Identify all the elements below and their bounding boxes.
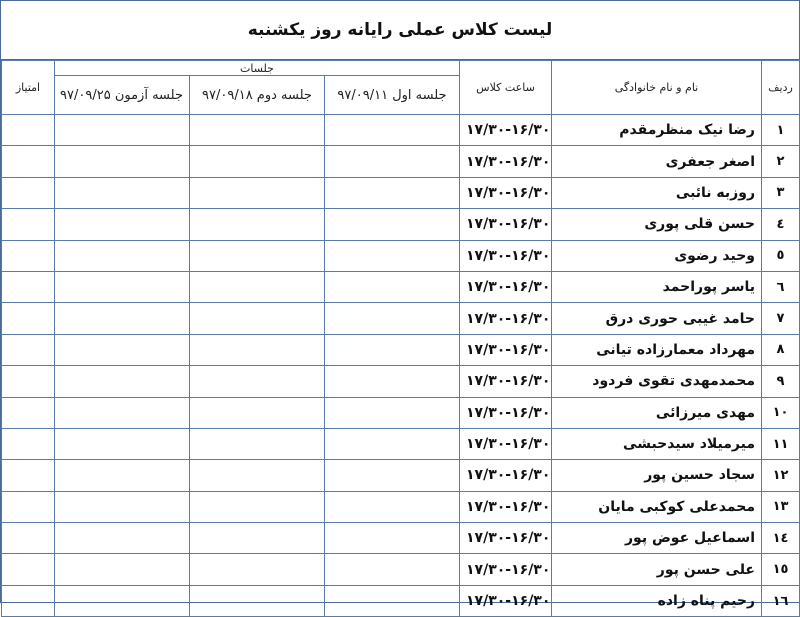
table-row bbox=[2, 303, 800, 334]
table-row bbox=[2, 428, 800, 459]
row-number-cell: ۱۱ bbox=[762, 428, 800, 459]
session-1-cell[interactable] bbox=[325, 240, 460, 271]
session-2-cell[interactable] bbox=[190, 366, 325, 397]
session-1-cell[interactable] bbox=[325, 303, 460, 334]
col-header-session-1: جلسه اول ۹۷/۰۹/۱۱ bbox=[325, 76, 460, 115]
table-row bbox=[2, 523, 800, 554]
score-cell[interactable] bbox=[2, 366, 55, 397]
class-time-cell: ۱۷/۳۰-۱۶/۳۰ bbox=[460, 271, 552, 302]
session-3-cell[interactable] bbox=[55, 334, 190, 365]
student-name-cell: یاسر پوراحمد bbox=[552, 271, 762, 302]
session-2-cell[interactable] bbox=[190, 334, 325, 365]
sheet-title: لیست کلاس عملی رایانه روز یکشنبه bbox=[1, 1, 799, 60]
class-time-cell: ۱۷/۳۰-۱۶/۳۰ bbox=[460, 491, 552, 522]
table-row bbox=[2, 585, 800, 616]
class-time-cell: ۱۷/۳۰-۱۶/۳۰ bbox=[460, 303, 552, 334]
score-cell[interactable] bbox=[2, 303, 55, 334]
student-name-cell: رضا نیک منظرمقدم bbox=[552, 115, 762, 146]
table-row bbox=[2, 146, 800, 177]
table-row bbox=[2, 491, 800, 522]
student-name-cell: محمدمهدی تقوی فردود bbox=[552, 366, 762, 397]
row-number-cell: ٤ bbox=[762, 209, 800, 240]
session-1-cell[interactable] bbox=[325, 146, 460, 177]
class-time-cell: ۱۷/۳۰-۱۶/۳۰ bbox=[460, 460, 552, 491]
row-number-cell: ۱۰ bbox=[762, 397, 800, 428]
row-number-cell: ۸ bbox=[762, 334, 800, 365]
session-3-cell[interactable] bbox=[55, 115, 190, 146]
student-name-cell: رحیم پناه زاده bbox=[552, 585, 762, 616]
table-row bbox=[2, 271, 800, 302]
score-cell[interactable] bbox=[2, 397, 55, 428]
session-3-cell[interactable] bbox=[55, 366, 190, 397]
col-header-name: نام و نام خانوادگی bbox=[552, 61, 762, 115]
col-header-score: امتیاز bbox=[2, 61, 55, 115]
session-1-cell[interactable] bbox=[325, 397, 460, 428]
col-header-time: ساعت کلاس bbox=[460, 61, 552, 115]
session-3-cell[interactable] bbox=[55, 460, 190, 491]
score-cell[interactable] bbox=[2, 240, 55, 271]
table-row bbox=[2, 209, 800, 240]
session-3-cell[interactable] bbox=[55, 303, 190, 334]
student-name-cell: میرمیلاد سیدحبشی bbox=[552, 428, 762, 459]
session-3-cell[interactable] bbox=[55, 491, 190, 522]
row-number-cell: ١٥ bbox=[762, 554, 800, 585]
score-cell[interactable] bbox=[2, 115, 55, 146]
session-2-cell[interactable] bbox=[190, 460, 325, 491]
score-cell[interactable] bbox=[2, 209, 55, 240]
score-cell[interactable] bbox=[2, 523, 55, 554]
student-name-cell: روزبه نائبی bbox=[552, 177, 762, 208]
session-3-cell[interactable] bbox=[55, 523, 190, 554]
class-time-cell: ۱۷/۳۰-۱۶/۳۰ bbox=[460, 209, 552, 240]
col-header-row-number: ردیف bbox=[762, 61, 800, 115]
session-1-cell[interactable] bbox=[325, 460, 460, 491]
student-name-cell: مهدی میرزائی bbox=[552, 397, 762, 428]
session-1-cell[interactable] bbox=[325, 523, 460, 554]
col-header-sessions: جلسات bbox=[55, 61, 460, 76]
session-1-cell[interactable] bbox=[325, 209, 460, 240]
row-number-cell: ١٦ bbox=[762, 585, 800, 616]
row-number-cell: ۱۲ bbox=[762, 460, 800, 491]
student-name-cell: اصغر جعفری bbox=[552, 146, 762, 177]
score-cell[interactable] bbox=[2, 585, 55, 616]
session-2-cell[interactable] bbox=[190, 554, 325, 585]
session-1-cell[interactable] bbox=[325, 115, 460, 146]
col-header-session-3: جلسه آزمون ۹۷/۰۹/۲۵ bbox=[55, 76, 190, 115]
row-number-cell: ۷ bbox=[762, 303, 800, 334]
session-1-cell[interactable] bbox=[325, 491, 460, 522]
class-time-cell: ۱۷/۳۰-۱۶/۳۰ bbox=[460, 146, 552, 177]
student-name-cell: حسن قلی پوری bbox=[552, 209, 762, 240]
table-row bbox=[2, 460, 800, 491]
session-2-cell[interactable] bbox=[190, 240, 325, 271]
table-row bbox=[2, 366, 800, 397]
class-time-cell: ۱۷/۳۰-۱۶/۳۰ bbox=[460, 115, 552, 146]
class-time-cell: ۱۷/۳۰-۱۶/۳۰ bbox=[460, 585, 552, 616]
session-3-cell[interactable] bbox=[55, 554, 190, 585]
row-number-cell: ۲ bbox=[762, 146, 800, 177]
session-2-cell[interactable] bbox=[190, 271, 325, 302]
row-number-cell: ۱ bbox=[762, 115, 800, 146]
class-time-cell: ۱۷/۳۰-۱۶/۳۰ bbox=[460, 334, 552, 365]
attendance-table bbox=[1, 60, 800, 617]
class-time-cell: ۱۷/۳۰-۱۶/۳۰ bbox=[460, 397, 552, 428]
session-3-cell[interactable] bbox=[55, 177, 190, 208]
student-name-cell: مهرداد معمارزاده تیانی bbox=[552, 334, 762, 365]
table-row bbox=[2, 397, 800, 428]
row-number-cell: ٥ bbox=[762, 240, 800, 271]
student-name-cell: اسماعیل عوض پور bbox=[552, 523, 762, 554]
session-3-cell[interactable] bbox=[55, 209, 190, 240]
student-name-cell: وحید رضوی bbox=[552, 240, 762, 271]
row-number-cell: ٦ bbox=[762, 271, 800, 302]
session-2-cell[interactable] bbox=[190, 523, 325, 554]
session-3-cell[interactable] bbox=[55, 240, 190, 271]
session-2-cell[interactable] bbox=[190, 303, 325, 334]
student-name-cell: سجاد حسین پور bbox=[552, 460, 762, 491]
class-time-cell: ۱۷/۳۰-۱۶/۳۰ bbox=[460, 428, 552, 459]
session-3-cell[interactable] bbox=[55, 585, 190, 616]
col-header-session-2: جلسه دوم ۹۷/۰۹/۱۸ bbox=[190, 76, 325, 115]
score-cell[interactable] bbox=[2, 460, 55, 491]
table-row bbox=[2, 240, 800, 271]
score-cell[interactable] bbox=[2, 146, 55, 177]
row-number-cell: ۳ bbox=[762, 177, 800, 208]
session-1-cell[interactable] bbox=[325, 177, 460, 208]
session-1-cell[interactable] bbox=[325, 271, 460, 302]
class-time-cell: ۱۷/۳۰-۱۶/۳۰ bbox=[460, 366, 552, 397]
table-row bbox=[2, 177, 800, 208]
row-number-cell: ۱۳ bbox=[762, 491, 800, 522]
session-2-cell[interactable] bbox=[190, 115, 325, 146]
session-2-cell[interactable] bbox=[190, 209, 325, 240]
score-cell[interactable] bbox=[2, 271, 55, 302]
class-time-cell: ۱۷/۳۰-۱۶/۳۰ bbox=[460, 177, 552, 208]
session-1-cell[interactable] bbox=[325, 334, 460, 365]
table-body bbox=[2, 115, 800, 617]
session-1-cell[interactable] bbox=[325, 428, 460, 459]
table-row bbox=[2, 115, 800, 146]
class-time-cell: ۱۷/۳۰-۱۶/۳۰ bbox=[460, 554, 552, 585]
session-3-cell[interactable] bbox=[55, 271, 190, 302]
session-3-cell[interactable] bbox=[55, 397, 190, 428]
score-cell[interactable] bbox=[2, 177, 55, 208]
class-time-cell: ۱۷/۳۰-۱۶/۳۰ bbox=[460, 523, 552, 554]
row-number-cell: ۹ bbox=[762, 366, 800, 397]
table-row bbox=[2, 554, 800, 585]
session-1-cell[interactable] bbox=[325, 585, 460, 616]
session-2-cell[interactable] bbox=[190, 491, 325, 522]
session-2-cell[interactable] bbox=[190, 177, 325, 208]
score-cell[interactable] bbox=[2, 428, 55, 459]
table-row bbox=[2, 334, 800, 365]
row-number-cell: ١٤ bbox=[762, 523, 800, 554]
session-2-cell[interactable] bbox=[190, 428, 325, 459]
session-3-cell[interactable] bbox=[55, 146, 190, 177]
class-time-cell: ۱۷/۳۰-۱۶/۳۰ bbox=[460, 240, 552, 271]
score-cell[interactable] bbox=[2, 554, 55, 585]
student-name-cell: علی حسن پور bbox=[552, 554, 762, 585]
score-cell[interactable] bbox=[2, 334, 55, 365]
session-1-cell[interactable] bbox=[325, 554, 460, 585]
student-name-cell: محمدعلی کوکبی مایان bbox=[552, 491, 762, 522]
session-2-cell[interactable] bbox=[190, 397, 325, 428]
session-2-cell[interactable] bbox=[190, 146, 325, 177]
session-1-cell[interactable] bbox=[325, 366, 460, 397]
session-2-cell[interactable] bbox=[190, 585, 325, 616]
student-name-cell: حامد غیبی حوری درق bbox=[552, 303, 762, 334]
session-3-cell[interactable] bbox=[55, 428, 190, 459]
score-cell[interactable] bbox=[2, 491, 55, 522]
